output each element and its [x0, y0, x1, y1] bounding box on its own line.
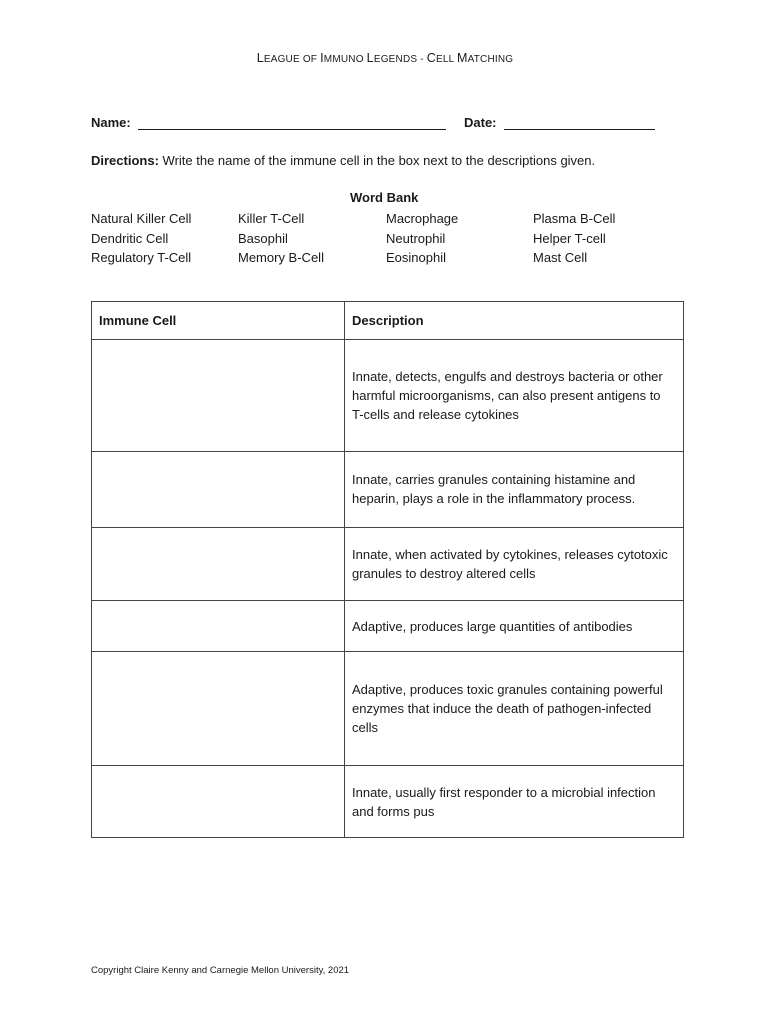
- word-bank-column: [91, 209, 191, 268]
- word-bank-item: Plasma B-Cell: [533, 211, 616, 226]
- word-bank-item: Helper T-cell: [533, 230, 606, 246]
- word-bank-item: Memory B-Cell: [238, 250, 324, 265]
- description-text: Innate, when activated by cytokines, releases cytotoxic granules to destroy altered cells: [352, 547, 668, 581]
- answer-cell[interactable]: [92, 340, 345, 452]
- word-bank-item: Macrophage: [386, 211, 459, 226]
- description-cell: [345, 528, 684, 601]
- table-header-row: [92, 302, 684, 340]
- description-cell: [345, 652, 684, 766]
- matching-table: [91, 301, 684, 838]
- date-field[interactable]: [464, 115, 655, 130]
- description-cell: [345, 766, 684, 838]
- word-bank-item: Mast Cell: [533, 250, 588, 265]
- table-row: [92, 601, 684, 652]
- answer-cell[interactable]: [92, 766, 345, 838]
- name-label: Name:: [91, 115, 131, 130]
- description-text: Innate, usually first responder to a microbial infection and forms pus: [352, 785, 656, 819]
- description-text: Innate, carries granules containing histamine and heparin, plays a role in the inflammatory process.: [352, 472, 636, 506]
- directions: [91, 153, 595, 168]
- word-bank-column: [533, 209, 615, 268]
- date-label: Date:: [464, 115, 497, 130]
- page-title: LEAGUE OF IMMUNO LEGENDS - CELL MATCHING: [256, 51, 514, 65]
- description-cell: [345, 601, 684, 652]
- name-field[interactable]: [91, 115, 446, 130]
- table-row: [92, 452, 684, 528]
- word-bank-column: [386, 209, 458, 268]
- date-line[interactable]: [504, 115, 655, 130]
- answer-cell[interactable]: [92, 528, 345, 601]
- word-bank-column: [238, 209, 324, 268]
- copyright-footer: Copyright Claire Kenny and Carnegie Mellon University, 2021: [91, 965, 350, 976]
- description-header: Description: [345, 302, 684, 340]
- word-bank-item: Basophil: [238, 230, 288, 246]
- answer-cell[interactable]: [92, 601, 345, 652]
- word-bank-item: Dendritic Cell: [91, 230, 169, 246]
- word-bank-title: Word Bank: [350, 190, 419, 205]
- word-bank-item: Regulatory T-Cell: [91, 250, 192, 265]
- description-cell: [345, 452, 684, 528]
- table-row: [92, 652, 684, 766]
- table-row: [92, 340, 684, 452]
- description-text: Innate, detects, engulfs and destroys bacteria or other harmful microorganisms, can also present antigens to T-cells and release cytokines: [352, 369, 663, 422]
- answer-cell[interactable]: [92, 452, 345, 528]
- table-row: [92, 766, 684, 838]
- immune-cell-header: Immune Cell: [92, 302, 345, 340]
- directions-label: Directions:: [91, 153, 159, 168]
- word-bank-item: Natural Killer Cell: [91, 211, 192, 226]
- description-text: Adaptive, produces toxic granules containing powerful enzymes that induce the death of pathogen-infected cells: [352, 682, 663, 735]
- name-line[interactable]: [138, 115, 446, 130]
- description-text: Adaptive, produces large quantities of antibodies: [352, 619, 633, 634]
- directions-text: Write the name of the immune cell in the box next to the descriptions given.: [162, 153, 596, 168]
- answer-cell[interactable]: [92, 652, 345, 766]
- description-cell: [345, 340, 684, 452]
- table-row: [92, 528, 684, 601]
- word-bank-item: Neutrophil: [386, 230, 446, 246]
- word-bank-item: Killer T-Cell: [238, 211, 305, 226]
- word-bank-item: Eosinophil: [386, 250, 446, 265]
